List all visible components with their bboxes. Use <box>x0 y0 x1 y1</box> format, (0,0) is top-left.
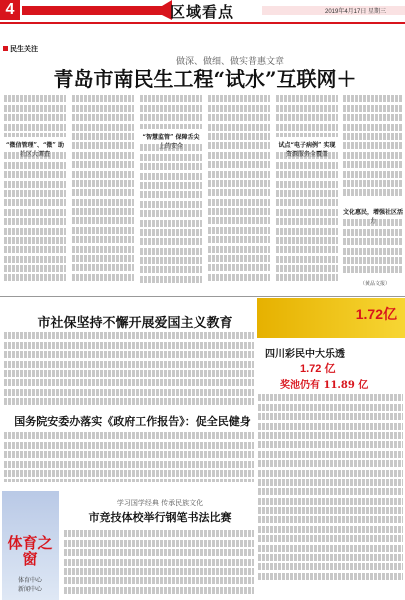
lottery-body <box>258 392 403 592</box>
sports-window-title: 体育之窗 <box>7 534 53 568</box>
page-number: 4 <box>0 0 20 20</box>
main-headline: 青岛市南民生工程“试水”互联网＋ <box>53 67 357 91</box>
divider <box>0 296 405 297</box>
lottery-banner-amount: 1.72亿 <box>355 306 397 322</box>
main-subhead: 做深、做细、做实普惠文章 <box>175 57 284 67</box>
story4-subhead: 学习国学经典 传承民族文化 <box>116 499 204 507</box>
main-col-3a <box>140 93 202 129</box>
main-col-6a <box>343 93 403 203</box>
page-section-title: 区域看点 <box>170 4 235 21</box>
story4-body <box>64 528 254 596</box>
main-col-5b <box>276 150 338 290</box>
main-col-3-head: “智慧监管” 保障舌尖 <box>142 134 200 141</box>
main-col-1-head: “微信管理”、“微” 助 <box>6 142 64 149</box>
header-rule <box>0 22 405 24</box>
sports-window-subtitle: 体育中心 新闻中心 <box>17 578 42 593</box>
main-col-6-head: 文化惠民，增强社区活 <box>343 209 404 216</box>
section-tag: 民生关注 <box>3 44 38 54</box>
main-col-4 <box>208 93 270 290</box>
story4-headline: 市竞技体校举行钢笔书法比赛 <box>88 511 232 524</box>
main-col-6b <box>343 217 403 277</box>
main-col-3b <box>140 142 202 290</box>
story3-headline: 国务院安委办落实《政府工作报告》：促全民健身 <box>14 415 251 428</box>
issue-date: 2019年4月17日 星期三 <box>325 9 387 15</box>
main-col-5a <box>276 93 338 137</box>
story3-body <box>4 430 254 482</box>
lottery-amount: 1.72 亿 <box>300 363 336 375</box>
main-col-5-head: 试点“电子病例” 实现 <box>278 142 336 149</box>
main-col-2 <box>72 93 134 290</box>
story2-headline: 市社保坚持不懈开展爱国主义教育 <box>37 316 233 331</box>
lottery-banner <box>257 298 405 338</box>
story2-body <box>4 330 254 410</box>
lottery-pool: 奖池仍有 11.89 亿 <box>280 380 369 391</box>
main-byline: （黄品文报） <box>360 281 391 287</box>
lottery-headline: 四川彩民中大乐透 <box>265 349 345 360</box>
main-col-1b <box>4 150 66 290</box>
main-col-1a <box>4 93 66 137</box>
